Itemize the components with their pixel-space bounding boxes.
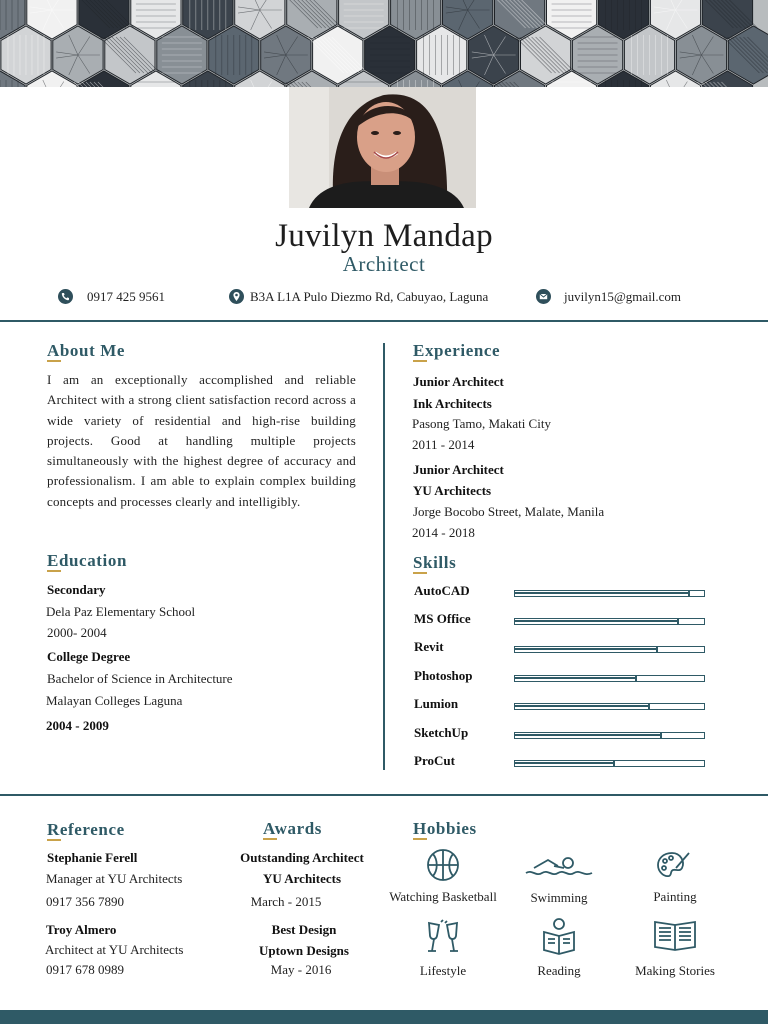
skill-level-bar xyxy=(514,675,705,682)
education-years: 2004 - 2009 xyxy=(46,718,109,733)
skill-level-marker xyxy=(656,646,658,652)
skill-level-bar xyxy=(514,760,705,767)
open-book-icon xyxy=(653,918,697,952)
experience-location: Jorge Bocobo Street, Malate, Manila xyxy=(413,504,605,519)
reference-phone: 0917 356 7890 xyxy=(46,894,124,909)
award-date: May - 2016 xyxy=(270,962,332,977)
footer-bar xyxy=(0,1010,768,1024)
hobby-label: Swimming xyxy=(530,890,588,905)
skill-level-bar xyxy=(514,590,705,597)
palette-icon xyxy=(656,850,692,880)
top-divider xyxy=(0,320,768,322)
education-years: 2000- 2004 xyxy=(47,625,107,640)
bottom-divider xyxy=(0,794,768,796)
skill-name: Lumion xyxy=(414,696,459,711)
phone-icon xyxy=(58,289,73,304)
education-heading: Education xyxy=(47,551,128,570)
skill-level-fill xyxy=(515,762,613,764)
reading-person-icon xyxy=(540,917,578,955)
hobby-label: Painting xyxy=(653,889,697,904)
education-school: Dela Paz Elementary School xyxy=(46,604,196,619)
email-link[interactable]: juvilyn15@gmail.com xyxy=(564,289,682,304)
skills-heading: Skills xyxy=(413,553,457,572)
award-title: Outstanding Architect xyxy=(240,850,364,865)
job-title: Architect xyxy=(342,252,426,276)
award-organization: Uptown Designs xyxy=(259,943,349,958)
education-school: Malayan Colleges Laguna xyxy=(46,693,183,708)
skill-name: MS Office xyxy=(414,611,471,626)
skill-level-marker xyxy=(648,703,650,709)
hexagon-pattern-banner xyxy=(0,0,768,87)
skill-name: Photoshop xyxy=(414,668,473,683)
candidate-name: Juvilyn Mandap xyxy=(275,218,493,254)
education-degree: Bachelor of Science in Architecture xyxy=(47,671,233,686)
reference-name: Stephanie Ferell xyxy=(47,850,138,865)
skill-level-marker xyxy=(660,732,662,738)
swimmer-icon xyxy=(524,851,594,879)
skill-level-marker xyxy=(635,675,637,681)
skill-name: SketchUp xyxy=(414,725,469,740)
about-text: I am an exceptionally accomplished and reliable Architect with a strong client satisfaction record across a wide variety of residential and high-rise building projects. Good at handling multiple projects simultaneously with the highest degree of accuracy and professionalism. I am able to explain complex building concepts and processes clearly and intelligibly. xyxy=(47,372,356,509)
experience-years: 2011 - 2014 xyxy=(412,437,475,452)
experience-years: 2014 - 2018 xyxy=(412,525,475,540)
skill-level-bar xyxy=(514,646,705,653)
wine-glasses-icon xyxy=(425,919,461,955)
skill-level-fill xyxy=(515,734,660,736)
experience-company: Ink Architects xyxy=(413,396,492,411)
skill-level-bar xyxy=(514,618,705,625)
reference-position: Manager at YU Architects xyxy=(46,871,183,886)
skill-level-marker xyxy=(613,760,615,766)
skill-level-fill xyxy=(515,705,648,707)
education-level: Secondary xyxy=(47,582,106,597)
reference-name: Troy Almero xyxy=(46,922,117,937)
skill-level-marker xyxy=(677,618,679,624)
skill-name: ProCut xyxy=(414,753,455,768)
experience-role: Junior Architect xyxy=(413,462,504,477)
education-level: College Degree xyxy=(47,649,131,664)
envelope-icon xyxy=(536,289,551,304)
skill-level-fill xyxy=(515,677,635,679)
skill-level-fill xyxy=(515,648,656,650)
hobby-label: Lifestyle xyxy=(419,963,467,978)
reference-heading: Reference xyxy=(47,820,125,839)
experience-company: YU Architects xyxy=(413,483,492,498)
experience-role: Junior Architect xyxy=(413,374,504,389)
hobbies-heading: Hobbies xyxy=(413,819,477,838)
hobby-label: Watching Basketball xyxy=(389,889,497,904)
skill-level-fill xyxy=(515,592,688,594)
award-title: Best Design xyxy=(271,922,337,937)
experience-location: Pasong Tamo, Makati City xyxy=(412,416,551,431)
skill-level-marker xyxy=(688,590,690,596)
about-heading: About Me xyxy=(47,341,125,360)
basketball-icon xyxy=(426,848,460,882)
reference-phone: 0917 678 0989 xyxy=(46,962,124,977)
skill-level-bar xyxy=(514,703,705,710)
profile-photo xyxy=(289,87,476,208)
awards-heading: Awards xyxy=(263,819,323,838)
address-text: B3A L1A Pulo Diezmo Rd, Cabuyao, Laguna xyxy=(250,289,489,304)
hobby-label: Reading xyxy=(537,963,581,978)
hobby-label: Making Stories xyxy=(635,963,715,978)
column-divider xyxy=(383,343,385,770)
reference-position: Architect at YU Architects xyxy=(45,942,184,957)
skill-name: AutoCAD xyxy=(414,583,470,598)
award-organization: YU Architects xyxy=(262,871,342,886)
location-pin-icon xyxy=(229,289,244,304)
experience-heading: Experience xyxy=(413,341,501,360)
skill-level-bar xyxy=(514,732,705,739)
phone-number: 0917 425 9561 xyxy=(87,289,165,304)
award-date: March - 2015 xyxy=(250,894,322,909)
skill-name: Revit xyxy=(414,639,444,654)
skill-level-fill xyxy=(515,620,677,622)
